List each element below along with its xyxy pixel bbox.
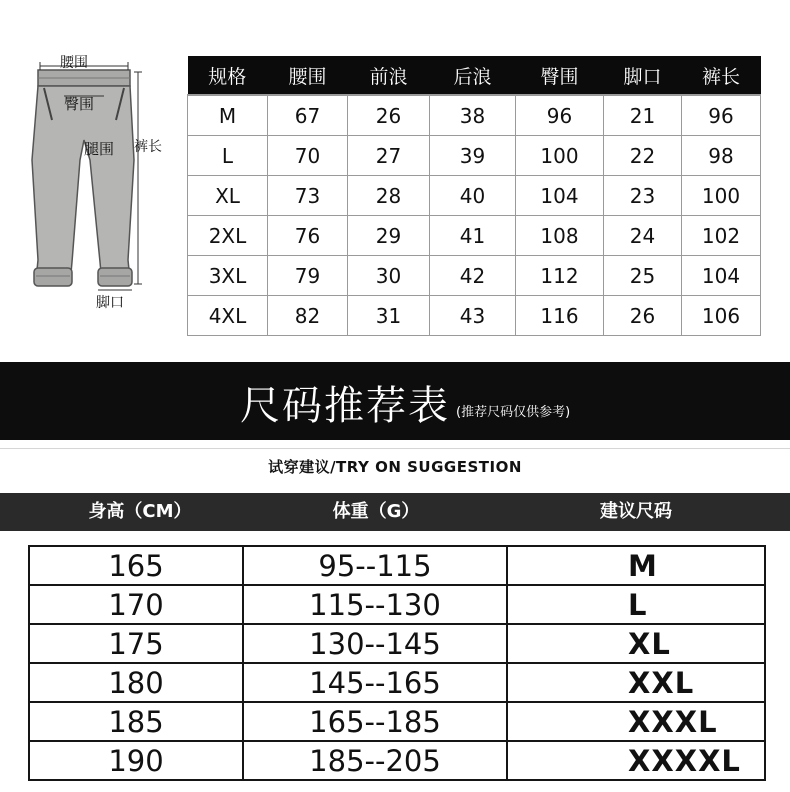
cell: 98 [682,136,761,176]
header-height: 身高（CM） [88,501,192,522]
size-cell: M [507,546,765,585]
suggestion-title: 试穿建议/TRY ON SUGGESTION [268,458,522,476]
cell: 108 [516,216,604,256]
cell: 27 [348,136,430,176]
cuff-label: 脚口 [96,295,124,311]
pants-illustration [0,40,180,320]
cell: 96 [682,95,761,136]
table-row [29,663,765,702]
header-spec: 规格 [188,56,268,95]
cell: 112 [516,256,604,296]
cell: M [188,95,268,136]
thigh-label: 腿围 [84,140,115,158]
cell: 100 [682,176,761,216]
cell: 21 [604,95,682,136]
table-row [29,546,765,585]
table-row [29,585,765,624]
cell: 25 [604,256,682,296]
cell: 96 [516,95,604,136]
cell: 26 [604,296,682,336]
size-table [187,56,761,336]
cell: 23 [604,176,682,216]
suggestion-table [28,545,766,781]
height-cell: 190 [29,741,243,780]
cell: 116 [516,296,604,336]
table-row [29,624,765,663]
cell: 43 [430,296,516,336]
table-row [188,296,761,336]
table-row [188,256,761,296]
cell: 39 [430,136,516,176]
waist-label: 腰围 [60,55,88,71]
cell: 70 [268,136,348,176]
table-row [29,702,765,741]
cell: 79 [268,256,348,296]
suggestion-header-bar [0,493,790,531]
cell: 38 [430,95,516,136]
height-cell: 175 [29,624,243,663]
height-cell: 180 [29,663,243,702]
cell: 73 [268,176,348,216]
header-cuff: 脚口 [604,56,682,95]
banner-note: (推荐尺码仅供参考) [456,405,571,420]
cell: 100 [516,136,604,176]
size-cell: XXXXL [507,741,765,780]
weight-cell: 95--115 [243,546,507,585]
cell: 22 [604,136,682,176]
length-label: 裤长 [134,139,162,155]
cell: 30 [348,256,430,296]
cell: 104 [682,256,761,296]
cell: 76 [268,216,348,256]
cell: 67 [268,95,348,136]
cell: 31 [348,296,430,336]
cell: 82 [268,296,348,336]
cell: 106 [682,296,761,336]
header-hip: 臀围 [516,56,604,95]
cell: 4XL [188,296,268,336]
weight-cell: 115--130 [243,585,507,624]
cell: L [188,136,268,176]
header-back-rise: 后浪 [430,56,516,95]
weight-cell: 130--145 [243,624,507,663]
table-row [188,136,761,176]
size-cell: XXXL [507,702,765,741]
size-cell: L [507,585,765,624]
weight-cell: 145--165 [243,663,507,702]
cell: 41 [430,216,516,256]
weight-cell: 165--185 [243,702,507,741]
size-cell: XL [507,624,765,663]
cell: 24 [604,216,682,256]
height-cell: 165 [29,546,243,585]
size-table-header-row [188,56,761,95]
hip-label: 臀围 [64,95,95,113]
table-row [188,176,761,216]
header-recommended-size: 建议尺码 [600,501,672,522]
banner-title: 尺码推荐表 [240,383,450,429]
cell: 40 [430,176,516,216]
cell: 26 [348,95,430,136]
weight-cell: 185--205 [243,741,507,780]
cell: 102 [682,216,761,256]
cell: 2XL [188,216,268,256]
size-recommendation-banner [0,362,790,440]
size-cell: XXL [507,663,765,702]
header-weight: 体重（G） [332,501,420,522]
table-row [188,95,761,136]
divider [0,448,790,449]
table-row [29,741,765,780]
cell: XL [188,176,268,216]
header-length: 裤长 [682,56,761,95]
cell: 29 [348,216,430,256]
cell: 42 [430,256,516,296]
header-waist: 腰围 [268,56,348,95]
header-front-rise: 前浪 [348,56,430,95]
height-cell: 185 [29,702,243,741]
cell: 3XL [188,256,268,296]
pants-diagram [0,40,180,320]
cell: 28 [348,176,430,216]
cell: 104 [516,176,604,216]
height-cell: 170 [29,585,243,624]
table-row [188,216,761,256]
